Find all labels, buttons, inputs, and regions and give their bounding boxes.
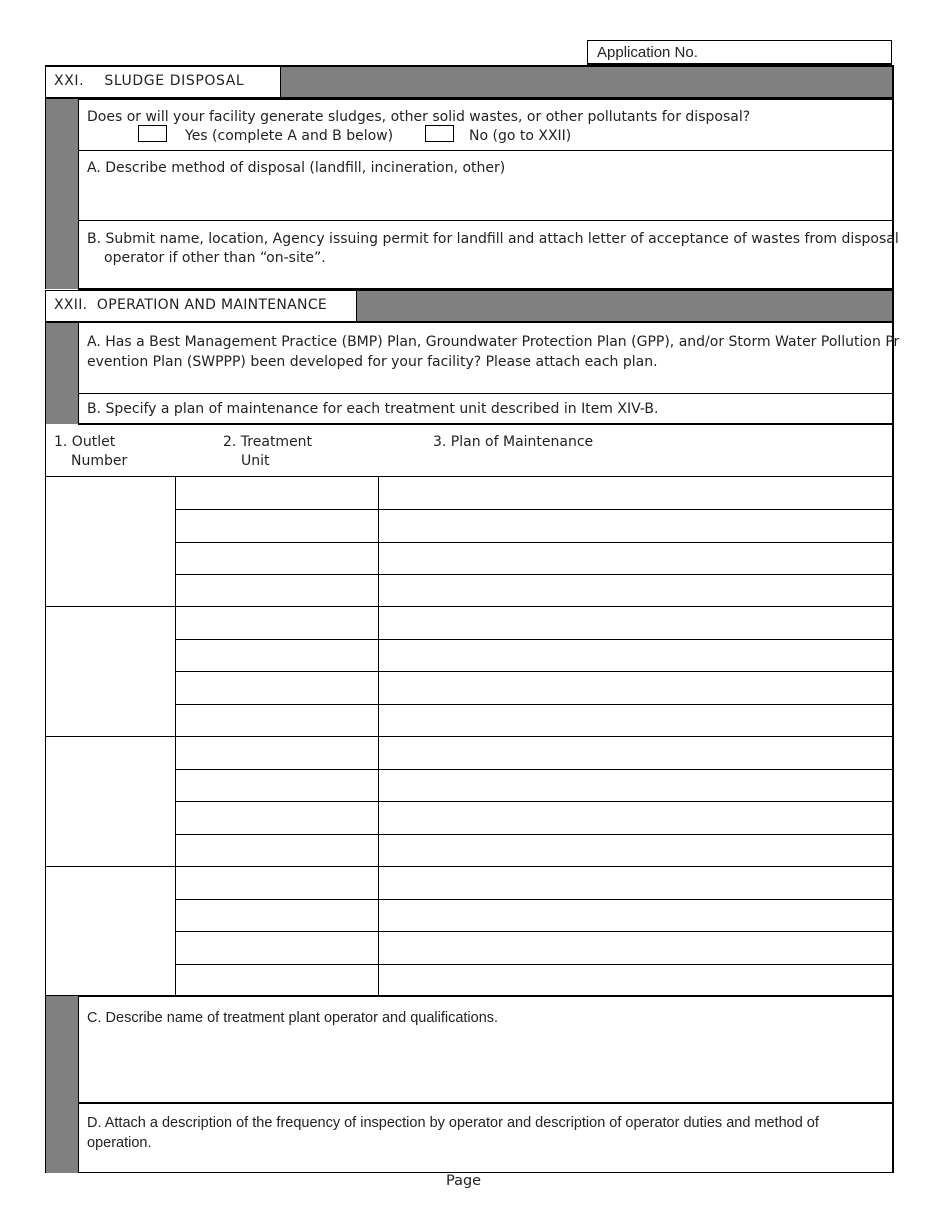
section-xxi-title: XXI. SLUDGE DISPOSAL <box>46 67 281 97</box>
table-row-divider <box>175 964 893 965</box>
outlet-number-header-line1: 1. Outlet <box>54 434 116 450</box>
application-number-field[interactable] <box>587 40 892 65</box>
section-xxii-sidebar-top <box>45 323 79 424</box>
no-label: No (go to XXII) <box>469 128 572 144</box>
no-checkbox[interactable] <box>425 125 454 142</box>
bmp-plan-question-line1 <box>87 333 899 352</box>
section-xxi-sidebar <box>45 99 79 289</box>
section-xxii-header <box>45 290 894 323</box>
table-group-divider <box>46 866 893 867</box>
page-number: Page <box>446 1173 482 1189</box>
section-xxii-title: XXII. OPERATION AND MAINTENANCE <box>46 291 357 321</box>
inspection-description-line1: D. Attach a description of the frequency of inspection by operator and description of operator duties and method of <box>87 1115 819 1131</box>
table-row-divider <box>175 899 893 900</box>
bmp-plan-question-line2: evention Plan (SWPPP) been developed for your facility? Please attach each plan. <box>87 354 658 370</box>
operator-qualifications-box[interactable] <box>78 995 894 1104</box>
maintenance-plan-label: B. Specify a plan of maintenance for each treatment unit described in Item XIV-B. <box>87 401 659 417</box>
table-row-divider <box>175 769 893 770</box>
landfill-permit-label-line2: operator if other than “on-site”. <box>104 250 326 266</box>
plan-of-maintenance-header: 3. Plan of Maintenance <box>433 434 594 450</box>
yes-checkbox[interactable] <box>138 125 167 142</box>
section-xxii-sidebar-bottom <box>45 996 79 1173</box>
operator-qualifications-label: C. Describe name of treatment plant operator and qualifications. <box>87 1010 499 1026</box>
table-row-divider <box>175 639 893 640</box>
sludge-question-text: Does or will your facility generate sludges, other solid wastes, or other pollutants for disposal? <box>87 109 751 125</box>
disposal-method-label: A. Describe method of disposal (landfill, incineration, other) <box>87 160 506 176</box>
treatment-unit-header-line2: Unit <box>241 453 270 469</box>
landfill-permit-label-line1: B. Submit name, location, Agency issuing permit for landfill and attach letter of acceptance of wastes from disposal <box>87 231 899 247</box>
table-group-divider <box>46 606 893 607</box>
disposal-method-box[interactable] <box>78 150 894 221</box>
maintenance-table-header <box>45 424 894 477</box>
table-row-divider <box>175 931 893 932</box>
table-row-divider <box>175 671 893 672</box>
landfill-permit-box[interactable] <box>78 220 899 290</box>
sludge-question-box <box>78 99 894 151</box>
maintenance-table-body <box>45 476 894 996</box>
yes-label: Yes (complete A and B below) <box>185 128 394 144</box>
table-row-divider <box>175 574 893 575</box>
table-row-divider <box>175 704 893 705</box>
maintenance-plan-box <box>78 393 894 425</box>
table-group-divider <box>46 736 893 737</box>
outlet-number-header-line2: Number <box>71 453 128 469</box>
table-row-divider <box>175 509 893 510</box>
table-row-divider <box>175 834 893 835</box>
bmp-plan-box <box>78 322 900 394</box>
inspection-description-box[interactable] <box>78 1102 894 1173</box>
section-xxi-header <box>45 65 894 99</box>
table-row-divider <box>175 801 893 802</box>
inspection-description-line2: operation. <box>87 1135 152 1151</box>
table-row-divider <box>175 542 893 543</box>
application-number-label: Application No. <box>597 44 698 61</box>
treatment-unit-header-line1: 2. Treatment <box>223 434 313 450</box>
bmp-plan-question-text1: A. Has a Best Management Practice (BMP) Plan, Groundwater Protection Plan (GPP), and/or Storm Water Pollution Pr <box>87 334 900 350</box>
